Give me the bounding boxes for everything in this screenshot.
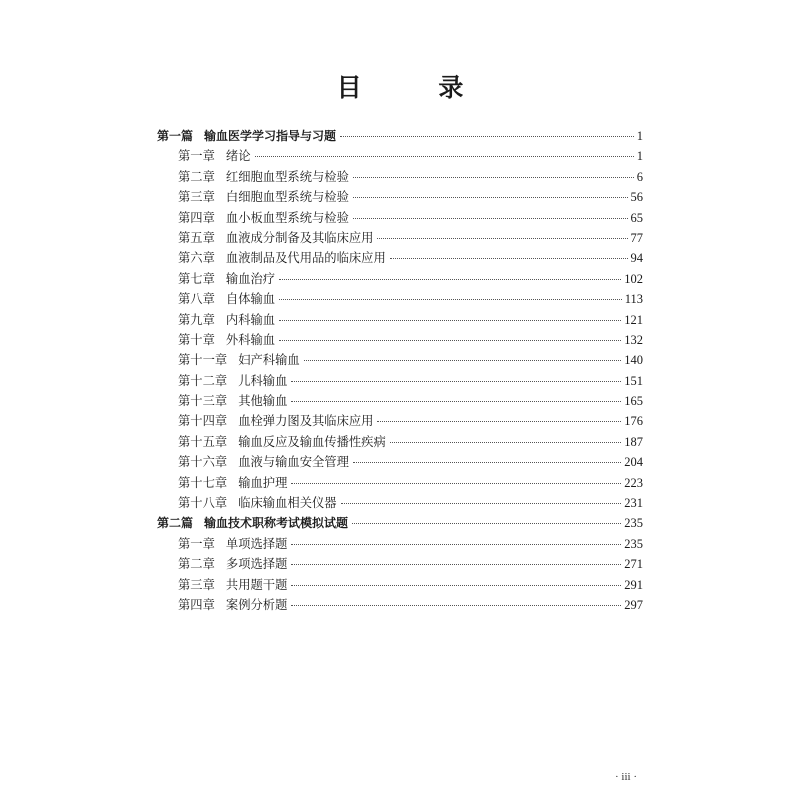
toc-entry-label [178, 411, 373, 431]
toc-entry-number: 第七章 [178, 271, 215, 286]
toc-chapter-entry [157, 330, 643, 350]
toc-part-entry [157, 126, 643, 146]
toc-entry-title: 血液成分制备及其临床应用 [225, 230, 374, 245]
dot-leader [279, 279, 621, 280]
dot-leader [390, 258, 628, 259]
toc-entry-page-number: 132 [624, 332, 643, 347]
toc-entry-page-number: 187 [624, 434, 643, 449]
toc-entry-page-number: 151 [624, 373, 643, 388]
toc-entry-label [178, 371, 287, 391]
toc-chapter-entry [157, 554, 643, 574]
toc-entry-title: 白细胞血型系统与检验 [225, 190, 349, 205]
toc-entry-title: 血液制品及代用品的临床应用 [225, 251, 386, 266]
dot-leader [304, 360, 622, 361]
toc-entry-number: 第十章 [178, 332, 215, 347]
toc-entry-number: 第六章 [178, 251, 215, 266]
dot-leader [341, 503, 622, 504]
toc-chapter-entry [157, 310, 643, 330]
toc-entry-title: 案例分析题 [225, 597, 288, 612]
toc-entry-label [178, 595, 287, 615]
toc-entry-number: 第十八章 [178, 496, 228, 511]
toc-entry-title: 输血反应及输血传播性疾病 [238, 434, 386, 449]
toc-entry-page-number: 102 [624, 271, 643, 286]
toc-chapter-entry [157, 493, 643, 513]
toc-entry-label [178, 228, 373, 248]
toc-chapter-entry [157, 289, 643, 309]
toc-entry-page-number: 77 [630, 230, 643, 245]
toc-part-entry [157, 513, 643, 533]
toc-chapter-entry [157, 534, 643, 554]
toc-entry-number: 第十七章 [178, 475, 228, 490]
toc-entry-label [178, 473, 287, 493]
toc-entry-page-number: 165 [624, 394, 643, 409]
toc-chapter-entry [157, 350, 643, 370]
toc-chapter-entry [157, 187, 643, 207]
toc-entry-number: 第一章 [178, 536, 215, 551]
toc-entry-page-number: 121 [624, 312, 643, 327]
toc-entry-label [178, 208, 349, 228]
toc-entry-label [178, 146, 251, 166]
toc-chapter-entry [157, 269, 643, 289]
toc-entry-page-number: 235 [624, 536, 643, 551]
toc-entry-title: 共用题干题 [225, 577, 288, 592]
toc-entry-page-number: 140 [624, 353, 643, 368]
toc-entry-label [178, 330, 275, 350]
dot-leader [291, 544, 621, 545]
toc-entry-number: 第一篇 [157, 129, 194, 143]
toc-entry-page-number: 204 [624, 455, 643, 470]
dot-leader [353, 197, 628, 198]
toc-entry-page-number: 235 [624, 516, 643, 531]
toc-entry-label [178, 391, 287, 411]
toc-entry-number: 第三章 [178, 190, 215, 205]
dot-leader [291, 401, 621, 402]
toc-entry-page-number: 1 [636, 149, 643, 164]
dot-leader [291, 564, 621, 565]
toc-entry-title: 输血技术职称考试模拟试题 [204, 516, 349, 531]
toc-entry-label [178, 310, 275, 330]
toc-chapter-entry [157, 208, 643, 228]
toc-entry-label [178, 452, 349, 472]
toc-entry-label [157, 513, 348, 533]
toc-chapter-entry [157, 167, 643, 187]
toc-chapter-entry [157, 371, 643, 391]
toc-entry-label [178, 575, 287, 595]
toc-entry-number: 第四章 [178, 597, 215, 612]
dot-leader [377, 421, 621, 422]
toc-entry-title: 输血治疗 [225, 271, 276, 286]
toc-entry-page-number: 231 [624, 496, 643, 511]
toc-entry-title: 单项选择题 [225, 536, 288, 551]
toc-entry-title: 外科输血 [225, 332, 276, 347]
toc-entry-number: 第四章 [178, 210, 215, 225]
dot-leader [279, 320, 621, 321]
toc-entry-page-number: 223 [624, 475, 643, 490]
table-of-contents [157, 126, 643, 615]
toc-entry-number: 第九章 [178, 312, 215, 327]
toc-entry-label [178, 289, 275, 309]
toc-entry-number: 第五章 [178, 230, 215, 245]
page-folio: · iii · [615, 771, 637, 783]
toc-entry-label [178, 167, 349, 187]
toc-entry-page-number: 113 [624, 292, 643, 307]
toc-entry-number: 第三章 [178, 577, 215, 592]
toc-chapter-entry [157, 411, 643, 431]
toc-chapter-entry [157, 473, 643, 493]
dot-leader [353, 177, 634, 178]
toc-entry-page-number: 6 [636, 169, 643, 184]
dot-leader [291, 605, 621, 606]
toc-entry-page-number: 65 [630, 210, 643, 225]
toc-entry-number: 第十一章 [178, 353, 228, 368]
toc-entry-number: 第二篇 [157, 516, 194, 531]
toc-entry-title: 血小板血型系统与检验 [225, 210, 349, 225]
toc-chapter-entry [157, 248, 643, 268]
dot-leader [377, 238, 627, 239]
toc-entry-page-number: 271 [624, 557, 643, 572]
toc-entry-page-number: 1 [636, 129, 643, 143]
toc-entry-number: 第八章 [178, 292, 215, 307]
toc-entry-page-number: 176 [624, 414, 643, 429]
toc-entry-title: 输血医学学习指导与习题 [204, 129, 337, 143]
toc-entry-title: 自体输血 [225, 292, 276, 307]
dot-leader [352, 523, 621, 524]
toc-entry-label [178, 432, 386, 452]
toc-entry-label [178, 187, 349, 207]
toc-entry-label [178, 554, 287, 574]
toc-entry-page-number: 94 [630, 251, 643, 266]
toc-entry-title: 临床输血相关仪器 [238, 496, 337, 511]
dot-leader [353, 218, 628, 219]
toc-entry-title: 血栓弹力图及其临床应用 [238, 414, 374, 429]
toc-entry-page-number: 56 [630, 190, 643, 205]
dot-leader [291, 381, 621, 382]
toc-chapter-entry [157, 391, 643, 411]
toc-entry-title: 其他输血 [238, 394, 288, 409]
toc-entry-number: 第十五章 [178, 434, 228, 449]
toc-chapter-entry [157, 452, 643, 472]
toc-entry-label [157, 126, 336, 146]
toc-entry-label [178, 493, 337, 513]
toc-entry-page-number: 297 [624, 597, 643, 612]
dot-leader [291, 585, 621, 586]
toc-chapter-entry [157, 595, 643, 615]
page-title: 目 录 [336, 73, 498, 102]
toc-entry-title: 血液与输血安全管理 [238, 455, 349, 470]
toc-entry-page-number: 291 [624, 577, 643, 592]
dot-leader [255, 156, 634, 157]
toc-entry-number: 第十二章 [178, 373, 228, 388]
toc-entry-label [178, 269, 275, 289]
dot-leader [291, 483, 621, 484]
toc-entry-title: 红细胞血型系统与检验 [225, 169, 349, 184]
toc-chapter-entry [157, 146, 643, 166]
toc-entry-number: 第二章 [178, 169, 215, 184]
toc-chapter-entry [157, 432, 643, 452]
toc-entry-label [178, 248, 386, 268]
dot-leader [390, 442, 621, 443]
toc-entry-number: 第十三章 [178, 394, 228, 409]
toc-chapter-entry [157, 575, 643, 595]
toc-entry-title: 输血护理 [238, 475, 288, 490]
dot-leader [279, 299, 622, 300]
toc-entry-label [178, 534, 287, 554]
toc-entry-number: 第十六章 [178, 455, 228, 470]
toc-entry-number: 第十四章 [178, 414, 228, 429]
dot-leader [340, 136, 634, 137]
toc-entry-label [178, 350, 300, 370]
dot-leader [279, 340, 621, 341]
toc-entry-title: 绪论 [225, 149, 251, 164]
toc-entry-title: 多项选择题 [225, 557, 288, 572]
dot-leader [353, 462, 621, 463]
toc-entry-number: 第二章 [178, 557, 215, 572]
toc-chapter-entry [157, 228, 643, 248]
toc-entry-title: 儿科输血 [238, 373, 288, 388]
toc-entry-title: 妇产科输血 [238, 353, 300, 368]
toc-entry-number: 第一章 [178, 149, 215, 164]
toc-entry-title: 内科输血 [225, 312, 276, 327]
